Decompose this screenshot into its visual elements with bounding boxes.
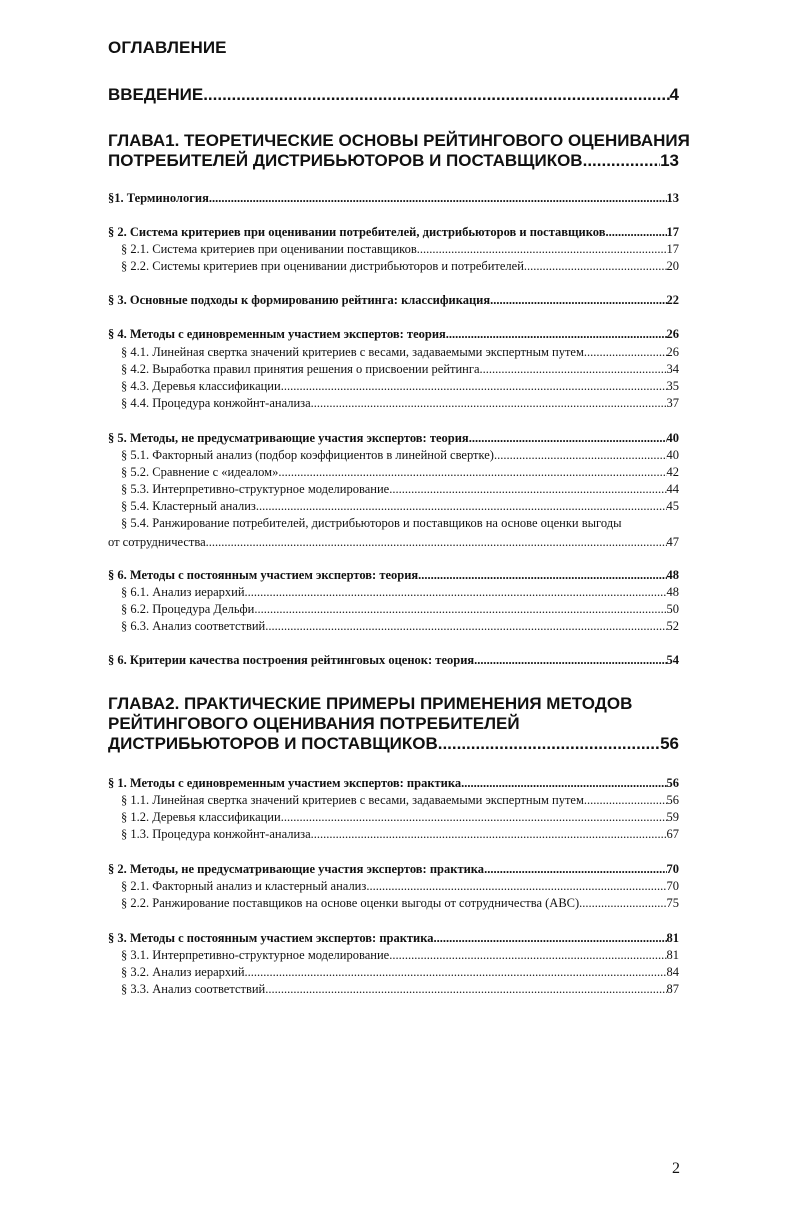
entry-page: 56 — [666, 793, 679, 807]
toc-entry-ch2-s2[interactable] — [108, 862, 679, 877]
toc-entry-ch2-s1-2[interactable] — [121, 810, 679, 825]
toc-entry-ch1-s5-1[interactable] — [121, 448, 679, 463]
entry-title: § 2.2. Ранжирование поставщиков на основе оценки выгоды от сотрудничества (АВС) — [121, 896, 580, 910]
entry-title: § 6. Критерии качества построения рейтинговых оценок: теория — [108, 653, 475, 667]
entry-title: § 5.3. Интерпретивно-структурное моделирование. — [121, 482, 393, 496]
entry-title: § 3.1. Интерпретивно-структурное моделирование — [121, 948, 390, 962]
toc-entry-ch2-s3-1[interactable] — [121, 948, 679, 963]
entry-page: 17 — [666, 225, 679, 239]
entry-page: 42 — [666, 465, 679, 479]
entry-page: 84 — [666, 965, 679, 979]
entry-page: 70 — [666, 862, 679, 876]
toc-entry-ch1-s4-4[interactable] — [121, 396, 679, 411]
entry-title: § 4.2. Выработка правил принятия решения о присвоении рейтинга — [121, 362, 480, 376]
entry-page: 81 — [666, 948, 679, 962]
entry-title: § 3. Основные подходы к формированию рейтинга: классификация — [108, 293, 491, 307]
toc-entry-ch2-s3[interactable] — [108, 931, 679, 946]
toc-entry-ch1-s5-4[interactable] — [121, 499, 679, 514]
entry-page: 26 — [666, 345, 679, 359]
entry-title: § 1.1. Линейная свертка значений критериев с весами, задаваемыми экспертным путем — [121, 793, 584, 807]
entry-page: 59 — [666, 810, 679, 824]
entry-page: 81 — [666, 931, 679, 945]
entry-title: § 2.2. Системы критериев при оценивании дистрибьюторов и потребителей — [121, 259, 524, 273]
entry-title: § 6.2. Процедура Дельфи — [121, 602, 255, 616]
entry-page: 70 — [666, 879, 679, 893]
toc-chapter-1[interactable] — [108, 131, 690, 171]
entry-page: 4 — [669, 85, 679, 104]
entry-title: ВВЕДЕНИЕ — [108, 85, 204, 104]
entry-title: § 4.3. Деревья классификации — [121, 379, 281, 393]
entry-page: 48 — [666, 585, 679, 599]
entry-page: 54 — [666, 653, 679, 667]
toc-entry-ch2-s2-2[interactable] — [121, 896, 679, 911]
toc-entry-ch1-s6-1[interactable] — [121, 585, 679, 600]
entry-page: 13 — [666, 191, 679, 205]
entry-page: 17 — [666, 242, 679, 256]
toc-entry-ch1-s4[interactable] — [108, 327, 679, 342]
toc-entry-ch1-s1[interactable] — [108, 191, 679, 206]
entry-title: § 2.1. Система критериев при оценивании поставщиков — [121, 242, 417, 256]
entry-page: 56 — [666, 776, 679, 790]
toc-entry-ch1-s6b[interactable] — [108, 653, 679, 668]
entry-page: 26 — [666, 327, 679, 341]
entry-page: 45 — [666, 499, 679, 513]
entry-title: § 2.1. Факторный анализ и кластерный анализ — [121, 879, 367, 893]
entry-title: § 1. Методы с единовременным участием экспертов: практика — [108, 776, 462, 790]
entry-page: 34 — [666, 362, 679, 376]
entry-page: 37 — [666, 396, 679, 410]
entry-title: § 6.1. Анализ иерархий — [121, 585, 245, 599]
entry-title: § 1.2. Деревья классификации — [121, 810, 281, 824]
entry-title: § 2. Методы, не предусматривающие участия экспертов: практика — [108, 862, 485, 876]
entry-title: § 2. Система критериев при оценивании потребителей, дистрибьюторов и поставщиков — [108, 225, 606, 239]
toc-entry-ch1-s5[interactable] — [108, 431, 679, 446]
toc-entry-ch1-s5-3[interactable] — [121, 482, 679, 497]
entry-page: 44 — [666, 482, 679, 496]
entry-title: §1. Терминология — [108, 191, 209, 205]
entry-page: 35 — [666, 379, 679, 393]
chapter-title-line: ДИСТРИБЬЮТОРОВ И ПОСТАВЩИКОВ — [108, 734, 438, 753]
toc-entry-ch1-s5-2[interactable] — [121, 465, 679, 480]
toc-entry-ch2-s1-1[interactable] — [121, 793, 679, 808]
entry-page: 50 — [666, 602, 679, 616]
entry-title-line: от сотрудничества — [108, 535, 206, 549]
entry-page: 47 — [666, 535, 679, 549]
chapter-title-line: ГЛАВА1. ТЕОРЕТИЧЕСКИЕ ОСНОВЫ РЕЙТИНГОВОГО ОЦЕНИВАНИЯ — [108, 131, 690, 150]
entry-title: § 5. Методы, не предусматривающие участия экспертов: теория — [108, 431, 469, 445]
entry-title: § 5.1. Факторный анализ (подбор коэффициентов в линейной свертке) — [121, 448, 494, 462]
entry-page: 48 — [666, 568, 679, 582]
entry-page: 75 — [666, 896, 679, 910]
entry-page: 67 — [666, 827, 679, 841]
toc-title: ОГЛАВЛЕНИЕ — [108, 38, 227, 57]
page-number: 2 — [672, 1160, 680, 1177]
entry-title: § 6. Методы с постоянным участием экспертов: теория — [108, 568, 419, 582]
toc-entry-ch1-s2[interactable] — [108, 225, 679, 240]
entry-title: § 3.3. Анализ соответствий — [121, 982, 266, 996]
entry-title: § 4. Методы с единовременным участием экспертов: теория — [108, 327, 446, 341]
toc-entry-ch1-s6-3[interactable] — [121, 619, 679, 634]
entry-page: 20 — [666, 259, 679, 273]
entry-title: § 3.2. Анализ иерархий — [121, 965, 245, 979]
toc-entry-ch1-s6[interactable] — [108, 568, 679, 583]
entry-page: 56 — [660, 734, 679, 753]
toc-entry-ch1-s4-1[interactable] — [121, 345, 679, 360]
chapter-title-line: ПОТРЕБИТЕЛЕЙ ДИСТРИБЬЮТОРОВ И ПОСТАВЩИКОВ — [108, 151, 583, 170]
entry-title: § 1.3. Процедура конжойнт-анализа — [121, 827, 311, 841]
toc-entry-ch2-s1[interactable] — [108, 776, 679, 791]
entry-page: 87 — [666, 982, 679, 996]
toc-entry-ch1-s2-2[interactable] — [121, 259, 679, 274]
entry-page: 52 — [666, 619, 679, 633]
toc-entry-ch1-s2-1[interactable] — [121, 242, 679, 257]
entry-title: § 4.4. Процедура конжойнт-анализа — [121, 396, 311, 410]
toc-entry-ch1-s3[interactable] — [108, 293, 679, 308]
entry-title: § 3. Методы с постоянным участием экспертов: практика — [108, 931, 434, 945]
entry-title-line: § 5.4. Ранжирование потребителей, дистрибьюторов и поставщиков на основе оценки выгоды — [121, 516, 622, 530]
chapter-title-line: ГЛАВА2. ПРАКТИЧЕСКИЕ ПРИМЕРЫ ПРИМЕНЕНИЯ МЕТОДОВ — [108, 694, 633, 713]
entry-title: § 4.1. Линейная свертка значений критериев с весами, задаваемыми экспертным путем — [121, 345, 584, 359]
toc-chapter-2[interactable] — [108, 694, 679, 754]
toc-entry-ch2-s3-3[interactable] — [121, 982, 679, 997]
entry-page: 22 — [666, 293, 679, 307]
entry-title: § 6.3. Анализ соответствий — [121, 619, 266, 633]
toc-entry-ch2-s3-2[interactable] — [121, 965, 679, 980]
toc-entry-intro[interactable] — [108, 85, 679, 105]
entry-page: 40 — [666, 448, 679, 462]
entry-page: 13 — [660, 151, 679, 170]
entry-page: 40 — [666, 431, 679, 445]
toc-entry-ch1-s4-3[interactable] — [121, 379, 679, 394]
chapter-title-line: РЕЙТИНГОВОГО ОЦЕНИВАНИЯ ПОТРЕБИТЕЛЕЙ — [108, 714, 520, 733]
toc-entry-ch2-s1-3[interactable] — [121, 827, 679, 842]
toc-entry-ch1-s5-4b[interactable] — [108, 514, 679, 552]
entry-title: § 5.2. Сравнение с «идеалом» — [121, 465, 279, 479]
toc-entry-ch1-s6-2[interactable] — [121, 602, 679, 617]
toc-entry-ch1-s4-2[interactable] — [121, 362, 679, 377]
toc-entry-ch2-s2-1[interactable] — [121, 879, 679, 894]
entry-title: § 5.4. Кластерный анализ — [121, 499, 256, 513]
